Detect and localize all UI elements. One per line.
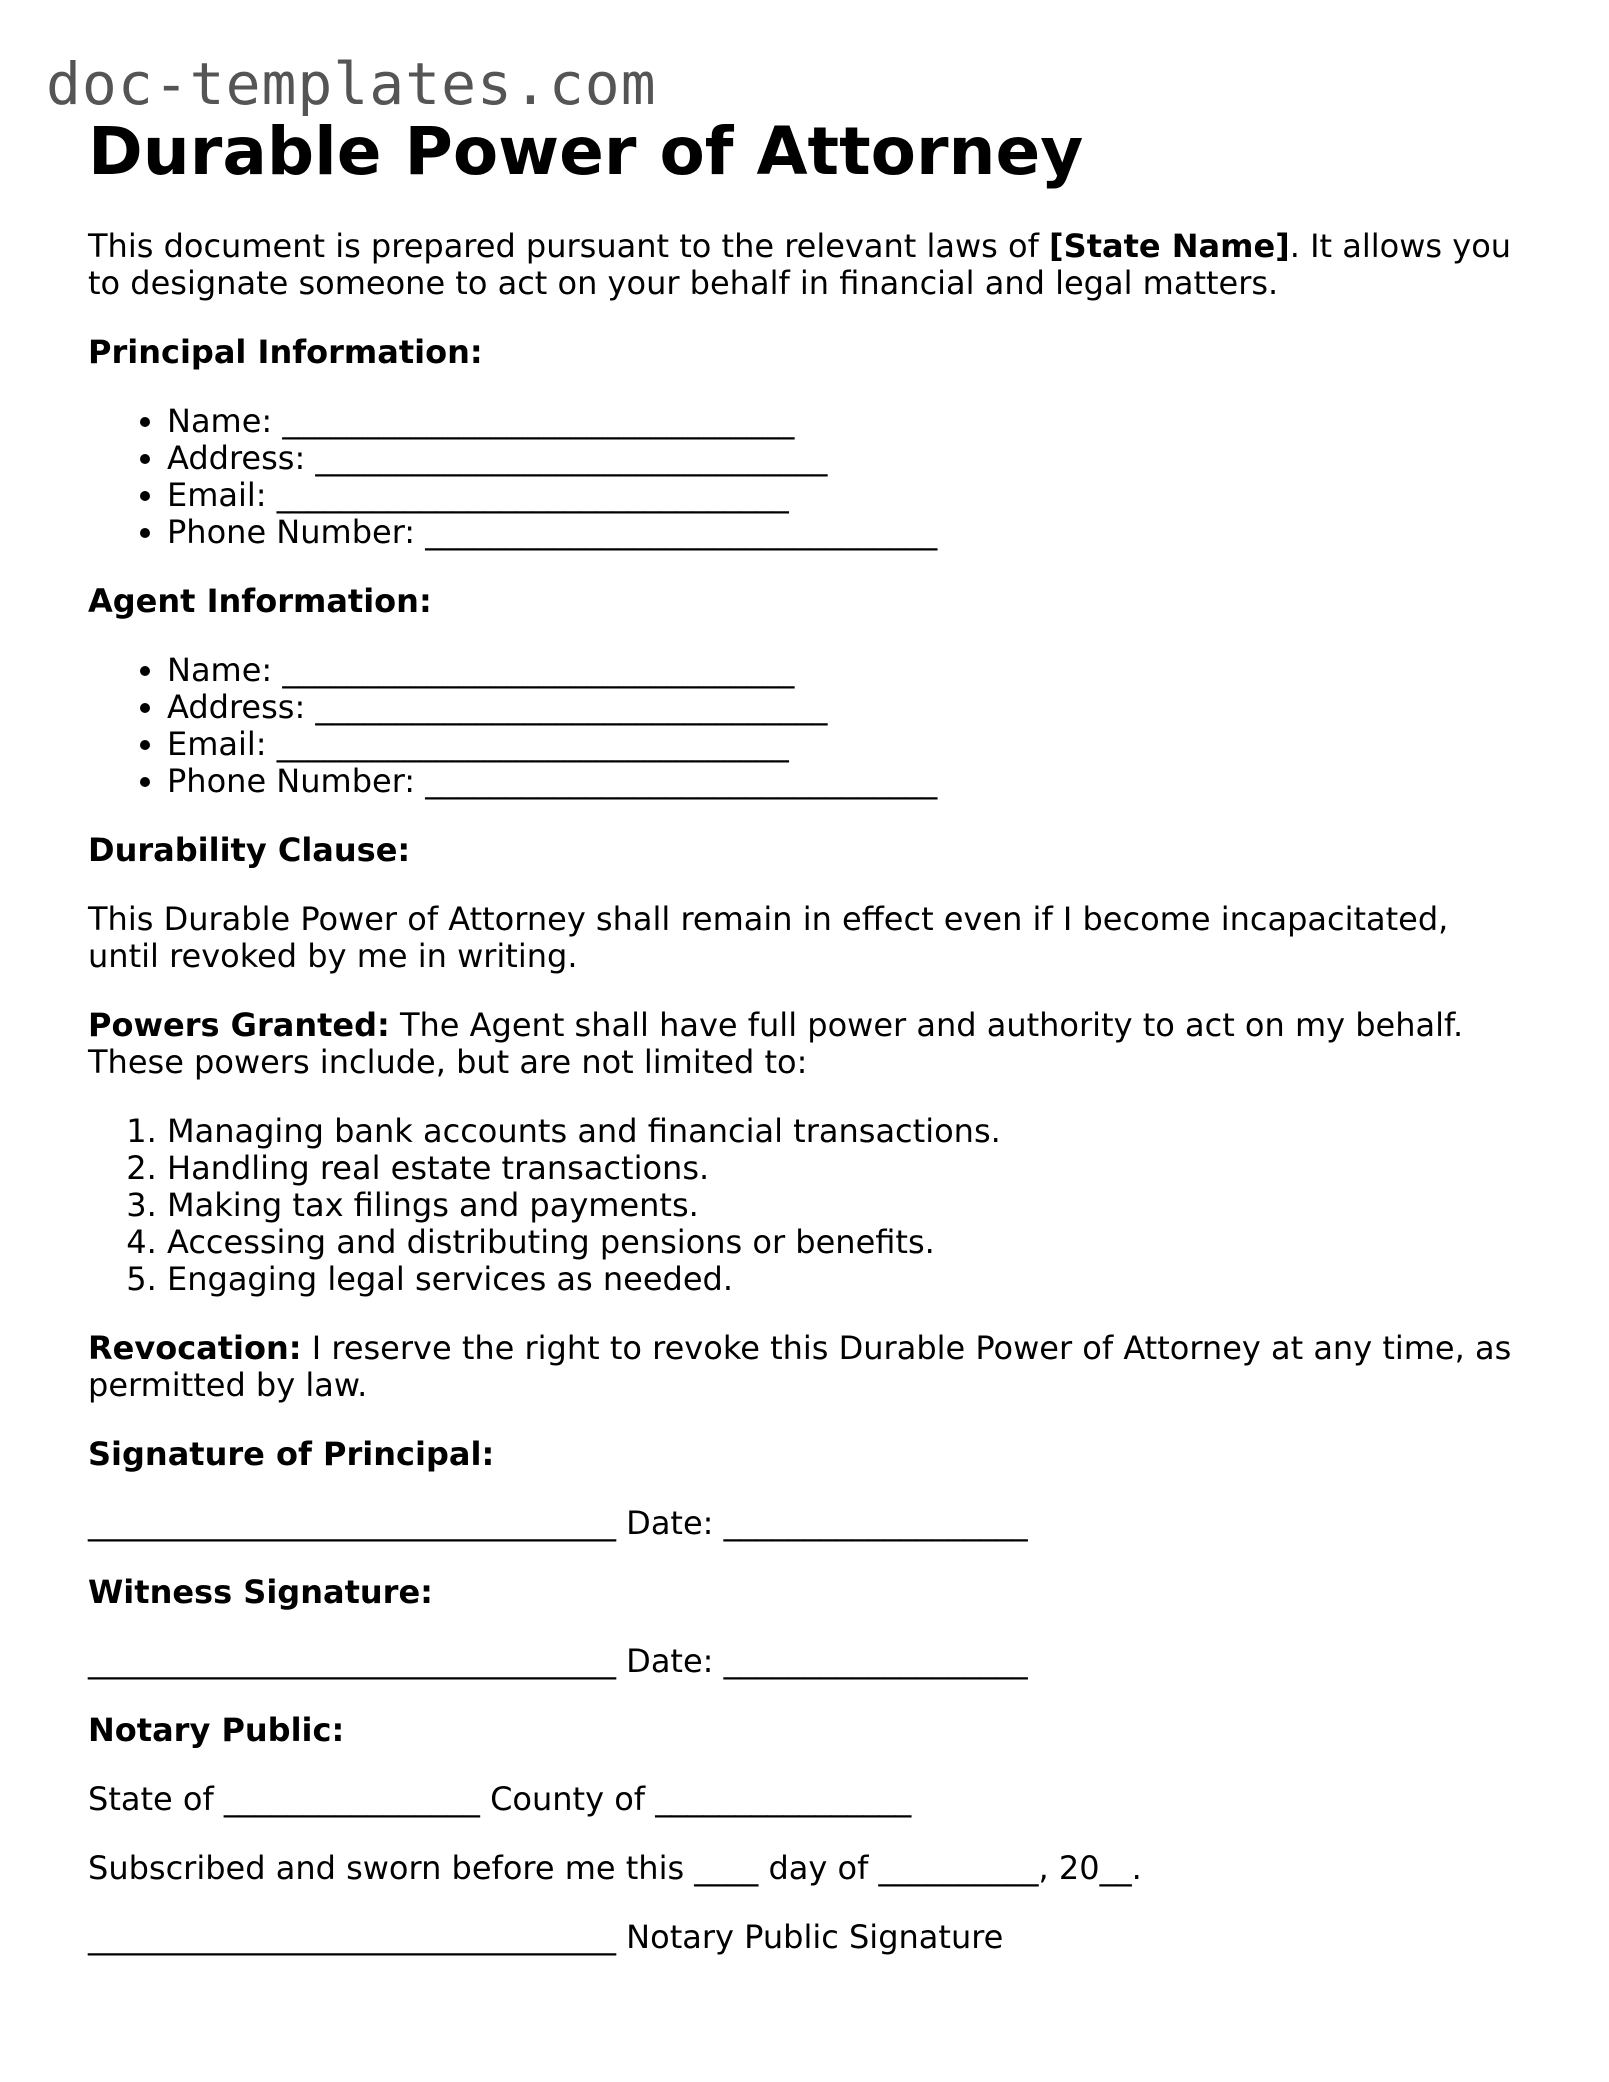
witness-signature-heading: Witness Signature: (88, 1573, 433, 1611)
watermark: doc-templates.com (46, 50, 657, 118)
notary-state-county-line: State of ________________ County of ________________ (88, 1780, 912, 1818)
powers-text: The Agent shall have full power and authority to act on my behalf. These powers include, but are not limited to: (88, 1006, 1464, 1081)
durability-heading: Durability Clause: (88, 831, 411, 869)
document-title: Durable Power of Attorney (88, 113, 1084, 190)
revocation-text: I reserve the right to revoke this Durable Power of Attorney at any time, as permitted by law. (88, 1329, 1512, 1404)
notary-heading: Notary Public: (88, 1711, 345, 1749)
principal-info-heading: Principal Information: (88, 333, 483, 371)
principal-email-field: • Email: ________________________________ (167, 477, 1528, 514)
agent-name-field: • Name: ________________________________ (167, 652, 1528, 689)
state-name-placeholder: [State Name] (1049, 227, 1290, 265)
agent-phone-field: • Phone Number: ________________________________ (167, 763, 1528, 800)
document-body (88, 112, 1528, 1988)
principal-signature-heading: Signature of Principal: (88, 1435, 495, 1473)
revocation-label: Revocation: (88, 1329, 302, 1367)
agent-address-field: • Address: ________________________________ (167, 689, 1528, 726)
powers-list (88, 1113, 1528, 1298)
revocation-paragraph (88, 1330, 1528, 1404)
intro-text-before: This document is prepared pursuant to the relevant laws of (88, 227, 1050, 265)
principal-info-list (88, 403, 1528, 551)
principal-signature-line: _________________________________ Date: ___________________ (88, 1504, 1028, 1542)
power-item: 2. Handling real estate transactions. (167, 1150, 1528, 1187)
witness-signature-line: _________________________________ Date: ___________________ (88, 1642, 1028, 1680)
notary-sworn-line: Subscribed and sworn before me this ____ day of __________, 20__. (88, 1849, 1142, 1887)
notary-signature-line: _________________________________ Notary Public Signature (88, 1918, 1004, 1956)
principal-name-field: • Name: ________________________________ (167, 403, 1528, 440)
intro-paragraph (88, 228, 1528, 302)
agent-email-field: • Email: ________________________________ (167, 726, 1528, 763)
agent-info-list (88, 652, 1528, 800)
power-item: 5. Engaging legal services as needed. (167, 1261, 1528, 1298)
power-item: 3. Making tax filings and payments. (167, 1187, 1528, 1224)
powers-label: Powers Granted: (88, 1006, 390, 1044)
power-item: 4. Accessing and distributing pensions or benefits. (167, 1224, 1528, 1261)
durability-text: This Durable Power of Attorney shall remain in effect even if I become incapacitated, until revoked by me in writing. (88, 900, 1449, 975)
power-item: 1. Managing bank accounts and financial transactions. (167, 1113, 1528, 1150)
agent-info-heading: Agent Information: (88, 582, 432, 620)
intro-text-after: . It allows you to designate someone to act on your behalf in financial and legal matters. (88, 227, 1512, 302)
principal-address-field: • Address: ________________________________ (167, 440, 1528, 477)
principal-phone-field: • Phone Number: ________________________________ (167, 514, 1528, 551)
powers-paragraph (88, 1007, 1528, 1081)
